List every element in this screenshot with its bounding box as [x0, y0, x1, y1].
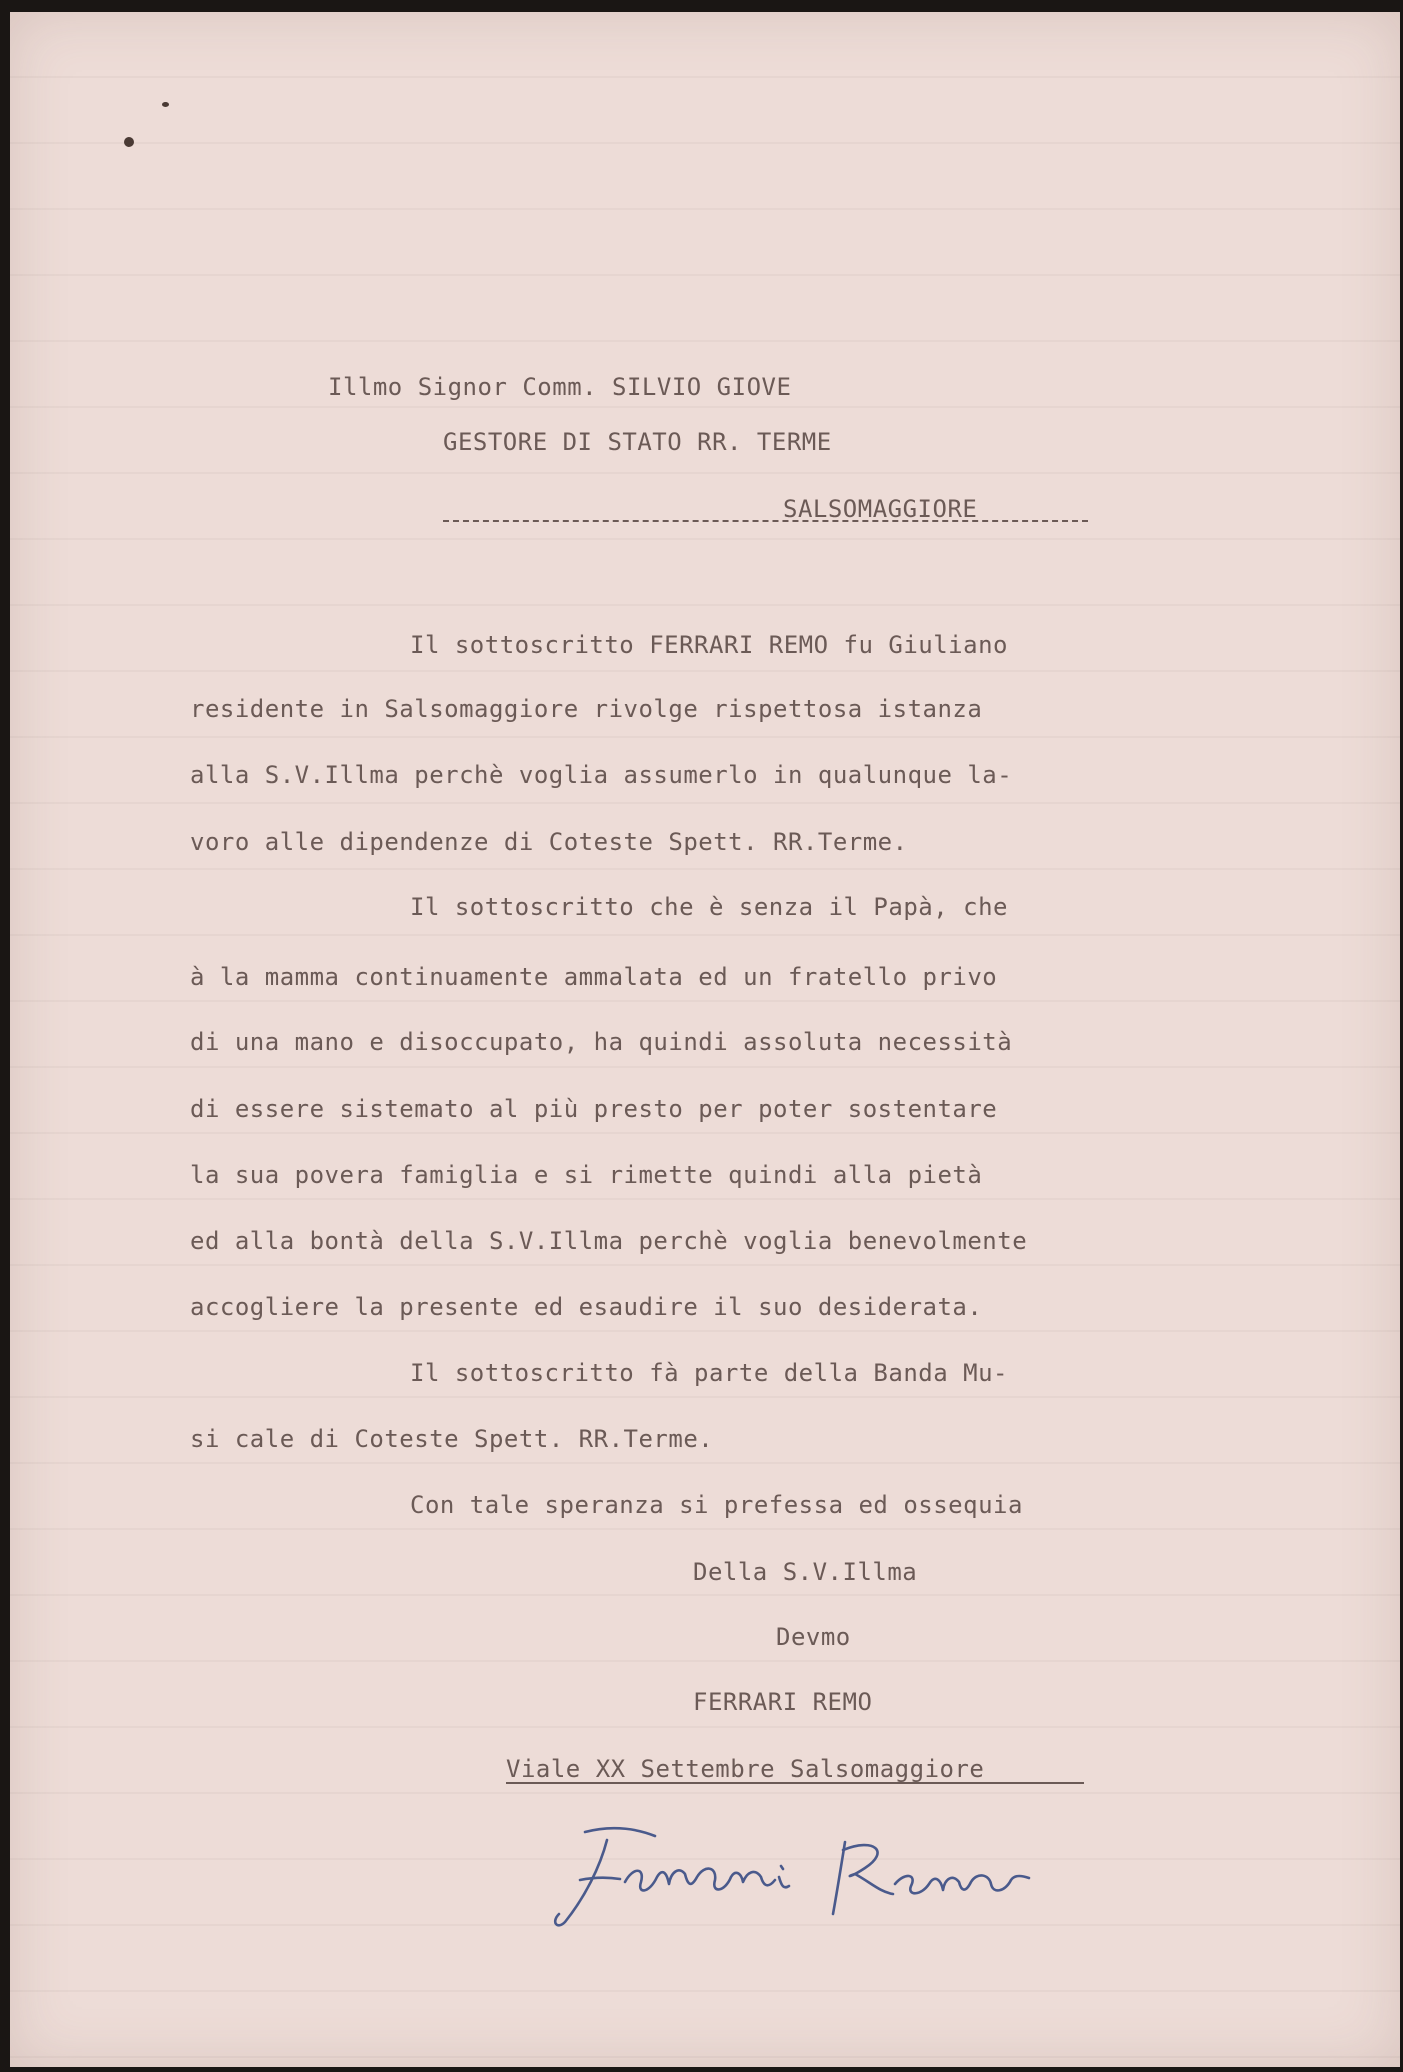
closing-salutation: Della S.V.Illma — [693, 1558, 918, 1586]
closing-devmo: Devmo — [776, 1623, 851, 1651]
recipient-city: SALSOMAGGIORE — [783, 495, 978, 523]
body-line: residente in Salsomaggiore rivolge rispettosa istanza — [190, 695, 983, 723]
recipient-title: GESTORE DI STATO RR. TERME — [443, 428, 832, 456]
body-line: voro alle dipendenze di Coteste Spett. RR.Terme. — [190, 828, 908, 856]
body-line: Il sottoscritto fà parte della Banda Mu- — [410, 1359, 1008, 1387]
body-line: di una mano e disoccupato, ha quindi assoluta necessità — [190, 1028, 1013, 1056]
paper-hole — [124, 137, 134, 147]
body-line: accogliere la presente ed esaudire il suo desiderata. — [190, 1293, 983, 1321]
paper-hole — [162, 102, 169, 107]
sender-name: FERRARI REMO — [693, 1688, 873, 1716]
body-line: Con tale speranza si prefessa ed ossequia — [410, 1491, 1023, 1519]
letter-page — [10, 12, 1400, 2067]
body-line: la sua povera famiglia e si rimette quindi alla pietà — [190, 1161, 983, 1189]
body-line: alla S.V.Illma perchè voglia assumerlo in qualunque la- — [190, 761, 1013, 789]
address-underline — [443, 520, 1088, 522]
body-line: ed alla bontà della S.V.Illma perchè voglia benevolmente — [190, 1227, 1028, 1255]
body-line: à la mamma continuamente ammalata ed un fratello privo — [190, 963, 998, 991]
sender-address: Viale XX Settembre Salsomaggiore — [506, 1755, 985, 1783]
recipient-line: Illmo Signor Comm. SILVIO GIOVE — [328, 373, 792, 401]
sender-address-underline — [506, 1782, 1084, 1784]
body-line: Il sottoscritto FERRARI REMO fu Giuliano — [410, 631, 1008, 659]
handwritten-signature — [545, 1822, 1045, 1932]
body-line: di essere sistemato al più presto per poter sostentare — [190, 1095, 998, 1123]
body-line: Il sottoscritto che è senza il Papà, che — [410, 893, 1008, 921]
body-line: si cale di Coteste Spett. RR.Terme. — [190, 1425, 714, 1453]
